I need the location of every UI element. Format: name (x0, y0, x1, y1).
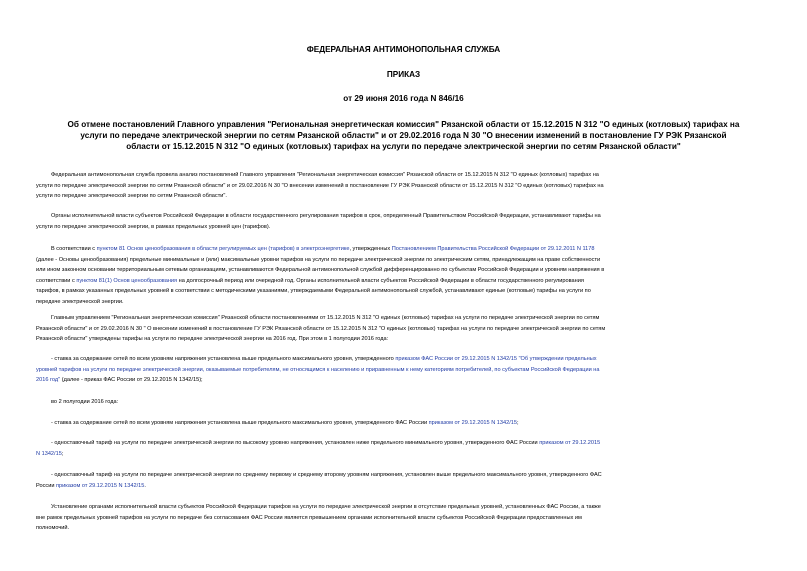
doc-type-heading: ПРИКАЗ (386, 70, 421, 79)
text-span: России (36, 482, 56, 489)
text-line: передаче электрической энергии. (36, 298, 124, 305)
text-line: услуги по передаче электрической энергии, в рамках предельных уровней цен (тарифов). (36, 223, 271, 230)
text-line (36, 354, 771, 365)
text-line: Установление органами исполнительной власти субъектов Российской Федерации тарифов на услуги по передаче электрической энергии в отсутствие предельных уровней, установленных ФАС России, а также (51, 504, 601, 510)
text-span: В соответствии с (51, 246, 97, 252)
text-span: , утвержденных (349, 246, 392, 252)
link-prikaz-1342[interactable]: приказом ФАС России от 29.12.2015 N 1342/15 "Об утверждении предельных (395, 356, 597, 362)
text-line: Органы исполнительной власти субъектов Российской Федерации в области государственного регулирования тарифов в срок, определенный Правительством Российской Федерации, устанавливают тарифы на (51, 213, 601, 219)
paragraph-4 (36, 313, 771, 345)
text-line (36, 438, 771, 449)
text-line: полномочий. (36, 525, 70, 531)
text-line: услуги по передаче электрической энергии по сетям Рязанской области". (36, 193, 227, 199)
text-span: - ставка за содержание сетей по всем уровням напряжения установлена выше предельного максимального уровня, утвержденного (51, 356, 396, 362)
paragraph-2 (36, 211, 771, 232)
text-line: Главным управлением "Региональная энергетическая комиссия" Рязанской области постановлениями от 15.12.2015 N 312 "О единых (котловых) тарифах на услуги по передаче электрической энергии по сетям (51, 315, 600, 321)
title-line: услуги по передаче электрической энергии по сетям Рязанской области" и от 29.02.2016 года N 30 "О внесении изменений в постановление ГУ РЭК Рязанской (80, 131, 727, 140)
text-line (36, 449, 771, 460)
text-span: . (144, 482, 146, 489)
text-span: ; (517, 420, 519, 426)
paragraph-8 (36, 438, 771, 459)
paragraph-10 (36, 502, 771, 534)
text-line: (далее - Основы ценообразования) предельные минимальные и (или) максимальные уровни тарифов на услуги по передаче электрической энергии по электрическим сетям, принадлежащим на праве собственности (36, 256, 601, 263)
document-title (40, 119, 767, 152)
paragraph-9 (36, 470, 771, 491)
link-prikaz-1342-cont[interactable]: уровней тарифов на услуги по передаче электрической энергии, оказываемые потребителям, не относящимся к населению и приравненным к нему категориям потребителей, по субъектам Российской Федерации на (36, 366, 600, 373)
paragraph-1 (36, 170, 771, 202)
link-prikaz-1342-cont[interactable]: N 1342/15 (36, 450, 62, 457)
text-line: или ином законном основании территориальным сетевым организациям, устанавливаются Федеральной антимонопольной службой дифференцированно по субъектам Российской Федерации и уровням напряжения в (36, 267, 605, 273)
title-line: Об отмене постановлений Главного управления "Региональная энергетическая комиссия" Рязанской области от 15.12.2015 N 312 "О единых (котловых) тарифах на (67, 120, 740, 129)
text-span: (далее - приказ ФАС России от 29.12.2015 N 1342/15); (60, 377, 203, 383)
title-line: области от 15.12.2015 N 312 "О единых (котловых) тарифах на услуги по передаче электрической энергии по сетям Рязанской области" (126, 142, 681, 151)
text-line: - одноставочный тариф на услуги по передаче электрической энергии по среднему первому и среднему второму уровням напряжения, установлен выше предельного максимального уровня, утвержденного ФАС (51, 472, 602, 478)
text-line: вне рамок предельных уровней тарифов на услуги по передаче без согласования ФАС России является превышением органами исполнительной власти субъектов Российской Федерации предоставленных им (36, 514, 582, 521)
link-osnovy-p81[interactable]: пунктом 81 Основ ценообразования в области регулируемых цен (тарифов) в электроэнергетике (96, 246, 350, 252)
paragraph-7 (36, 418, 771, 429)
link-prikaz-1342[interactable]: приказом от 29.12.2015 N 1342/15 (428, 420, 518, 426)
paragraph-6 (36, 397, 771, 408)
text-line (36, 365, 771, 376)
text-span: на долгосрочный период или очередной год. Органы исполнительной власти субъектов Российской Федерации в области государственного регулирования (177, 277, 584, 284)
agency-heading: ФЕДЕРАЛЬНАЯ АНТИМОНОПОЛЬНАЯ СЛУЖБА (306, 45, 501, 54)
text-span: соответствии с (36, 277, 77, 284)
paragraph-3 (36, 244, 771, 307)
text-line: Федеральная антимонопольная служба провела анализ постановлений Главного управления "Региональная энергетическая комиссия" Рязанской области от 15.12.2015 N 312 "О единых (котловых) тарифах на (51, 172, 599, 178)
text-span: ; (61, 450, 64, 457)
link-prikaz-1342[interactable]: приказом от 29.12.2015 (539, 440, 601, 446)
text-line: во 2 полугодии 2016 года: (51, 399, 119, 405)
link-prikaz-1342[interactable]: приказом от 29.12.2015 N 1342/15 (56, 482, 145, 489)
text-line (36, 276, 771, 287)
text-line: Рязанской области" утверждены тарифы на услуги по передаче электрической энергии на 2016 год. При этом в 1 полугодии 2016 года: (36, 336, 389, 342)
text-line: услуги по передаче электрической энергии по сетям Рязанской области" и от 29.02.2016 N 30 "О внесении изменений в постановление ГУ РЭК Рязанской области от 15.12.2015 N 312 "О единых (котловых) тарифах на (36, 182, 604, 189)
text-line: тарифов, в рамках указанных предельных уровней в соответствии с методическими указаниями, утверждаемыми Федеральной антимонопольной службой, устанавливают единые (котловые) тарифы на услуги по (36, 288, 591, 294)
text-span: - одноставочный тариф на услуги по передаче электрической энергии по высокому уровню напряжения, установлен ниже предельного минимального уровня, утвержденного ФАС России (51, 440, 540, 446)
text-line: Рязанской области" и от 29.02.2016 N 30 " О внесении изменений в постановление ГУ РЭК Рязанской области от 15.12.2015 N 312 "О единых (котловых) тарифах на услуги по передаче электрической энергии по сетям (36, 325, 606, 332)
link-postanovlenie-1178[interactable]: Постановлением Правительства Российской Федерации от 29.12.2011 N 1178 (391, 246, 595, 252)
doc-date-heading: от 29 июня 2016 года N 846/16 (343, 94, 464, 103)
text-line (36, 244, 771, 255)
text-span: - ставка за содержание сетей по всем уровням напряжения установлена выше предельного максимального уровня, утвержденного ФАС России (51, 420, 429, 426)
text-line (36, 481, 771, 492)
link-prikaz-1342-end[interactable]: 2016 год" (36, 377, 61, 383)
link-osnovy-p81-1[interactable]: пунктом 81(1) Основ ценообразования (76, 277, 178, 284)
text-line (36, 418, 771, 429)
paragraph-5 (36, 354, 771, 386)
text-line (36, 375, 771, 386)
